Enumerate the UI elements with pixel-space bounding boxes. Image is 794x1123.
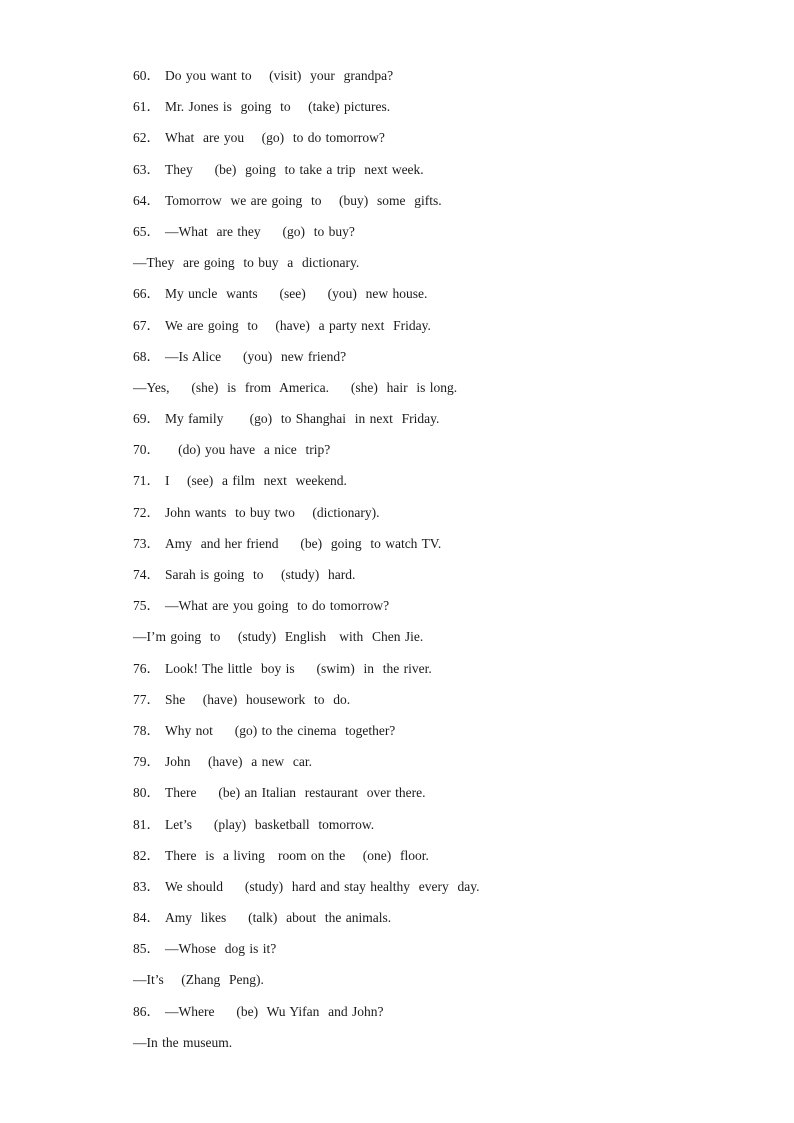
question-text: Look! The little boy is (swim) in the river. xyxy=(165,660,432,676)
question-number: 77． xyxy=(133,691,160,707)
question-number: 60． xyxy=(133,68,160,83)
question-number: 85． xyxy=(133,941,160,957)
exercise-line xyxy=(133,721,753,752)
question-text: There is a living room on the (one) floor. xyxy=(165,847,429,863)
question-number: 83． xyxy=(133,878,160,894)
exercise-line xyxy=(133,627,753,658)
exercise-line xyxy=(133,939,753,970)
exercise-line xyxy=(133,316,753,347)
question-text: She (have) housework to do. xyxy=(165,691,351,707)
exercise-line xyxy=(133,253,753,284)
question-number: 86． xyxy=(133,1003,160,1019)
exercise-line xyxy=(133,191,753,222)
exercise-line xyxy=(133,160,753,191)
exercise-line xyxy=(133,1002,753,1033)
exercise-line xyxy=(133,378,753,409)
question-text: We should (study) hard and stay healthy every day. xyxy=(165,878,480,894)
question-number: 62． xyxy=(133,130,160,146)
question-text: Amy likes (talk) about the animals. xyxy=(165,910,392,926)
question-text: —Is Alice (you) new friend? xyxy=(165,348,347,364)
question-text: What are you (go) to do tomorrow? xyxy=(165,130,385,146)
exercise-line xyxy=(133,128,753,159)
question-text: My uncle wants (see) (you) new house. xyxy=(165,286,428,302)
exercise-line xyxy=(133,534,753,565)
exercise-line xyxy=(133,846,753,877)
question-number: 79． xyxy=(133,754,160,770)
question-number: 65． xyxy=(133,223,160,239)
question-text: Mr. Jones is going to (take) pictures. xyxy=(165,99,391,115)
exercise-line xyxy=(133,66,753,97)
question-number: 66． xyxy=(133,286,160,302)
question-text: —Where (be) Wu Yifan and John? xyxy=(165,1003,384,1019)
exercise-line xyxy=(133,690,753,721)
question-number: 70． xyxy=(133,442,160,458)
question-number: 84． xyxy=(133,910,160,926)
question-text: —In the museum. xyxy=(133,1034,233,1050)
question-text: We are going to (have) a party next Friday. xyxy=(165,317,431,333)
question-number: 74． xyxy=(133,567,160,582)
question-number: 76． xyxy=(133,660,160,676)
exercise-list xyxy=(133,66,753,1064)
exercise-line xyxy=(133,284,753,315)
question-number: 68． xyxy=(133,348,160,364)
question-number: 82． xyxy=(133,847,160,863)
exercise-line xyxy=(133,1033,753,1064)
exercise-line xyxy=(133,877,753,908)
exercise-line xyxy=(133,752,753,783)
exercise-line xyxy=(133,659,753,690)
exercise-line xyxy=(133,471,753,502)
question-number: 81． xyxy=(133,816,160,832)
question-text: There (be) an Italian restaurant over there. xyxy=(165,785,426,801)
question-number: 78． xyxy=(133,722,160,738)
question-text: —They are going to buy a dictionary. xyxy=(133,255,360,271)
question-text: Do you want to (visit) your grandpa? xyxy=(165,68,394,83)
exercise-line xyxy=(133,970,753,1001)
question-number: 61． xyxy=(133,99,160,115)
question-number: 71． xyxy=(133,473,160,489)
question-text: —It’s (Zhang Peng). xyxy=(133,972,264,988)
exercise-line xyxy=(133,908,753,939)
exercise-line xyxy=(133,783,753,814)
question-text: John (have) a new car. xyxy=(165,754,312,770)
question-text: Tomorrow we are going to (buy) some gifts. xyxy=(165,192,442,208)
exercise-line xyxy=(133,440,753,471)
question-text: Let’s (play) basketball tomorrow. xyxy=(165,816,375,832)
question-text: (do) you have a nice trip? xyxy=(165,442,331,458)
exercise-line xyxy=(133,347,753,378)
question-number: 80． xyxy=(133,785,160,801)
exercise-line xyxy=(133,565,753,596)
question-text: —I’m going to (study) English with Chen Jie. xyxy=(133,629,424,645)
exercise-line xyxy=(133,815,753,846)
question-text: I (see) a film next weekend. xyxy=(165,473,347,489)
question-number: 75． xyxy=(133,598,160,614)
exercise-line xyxy=(133,97,753,128)
question-text: Amy and her friend (be) going to watch TV. xyxy=(165,535,442,551)
question-text: John wants to buy two (dictionary). xyxy=(165,504,380,520)
question-number: 67． xyxy=(133,317,160,333)
question-text: My family (go) to Shanghai in next Friday. xyxy=(165,411,440,427)
question-number: 72． xyxy=(133,504,160,520)
question-number: 73． xyxy=(133,535,160,551)
exercise-line xyxy=(133,503,753,534)
question-number: 69． xyxy=(133,411,160,427)
question-number: 63． xyxy=(133,161,160,177)
question-text: —What are you going to do tomorrow? xyxy=(165,598,390,614)
question-number: 64． xyxy=(133,192,160,208)
question-text: —What are they (go) to buy? xyxy=(165,223,355,239)
exercise-line xyxy=(133,222,753,253)
question-text: —Yes, (she) is from America. (she) hair is long. xyxy=(133,379,458,395)
question-text: —Whose dog is it? xyxy=(165,941,277,957)
question-text: Why not (go) to the cinema together? xyxy=(165,722,396,738)
question-text: They (be) going to take a trip next week. xyxy=(165,161,424,177)
question-text: Sarah is going to (study) hard. xyxy=(165,567,356,582)
exercise-line xyxy=(133,596,753,627)
exercise-line xyxy=(133,409,753,440)
